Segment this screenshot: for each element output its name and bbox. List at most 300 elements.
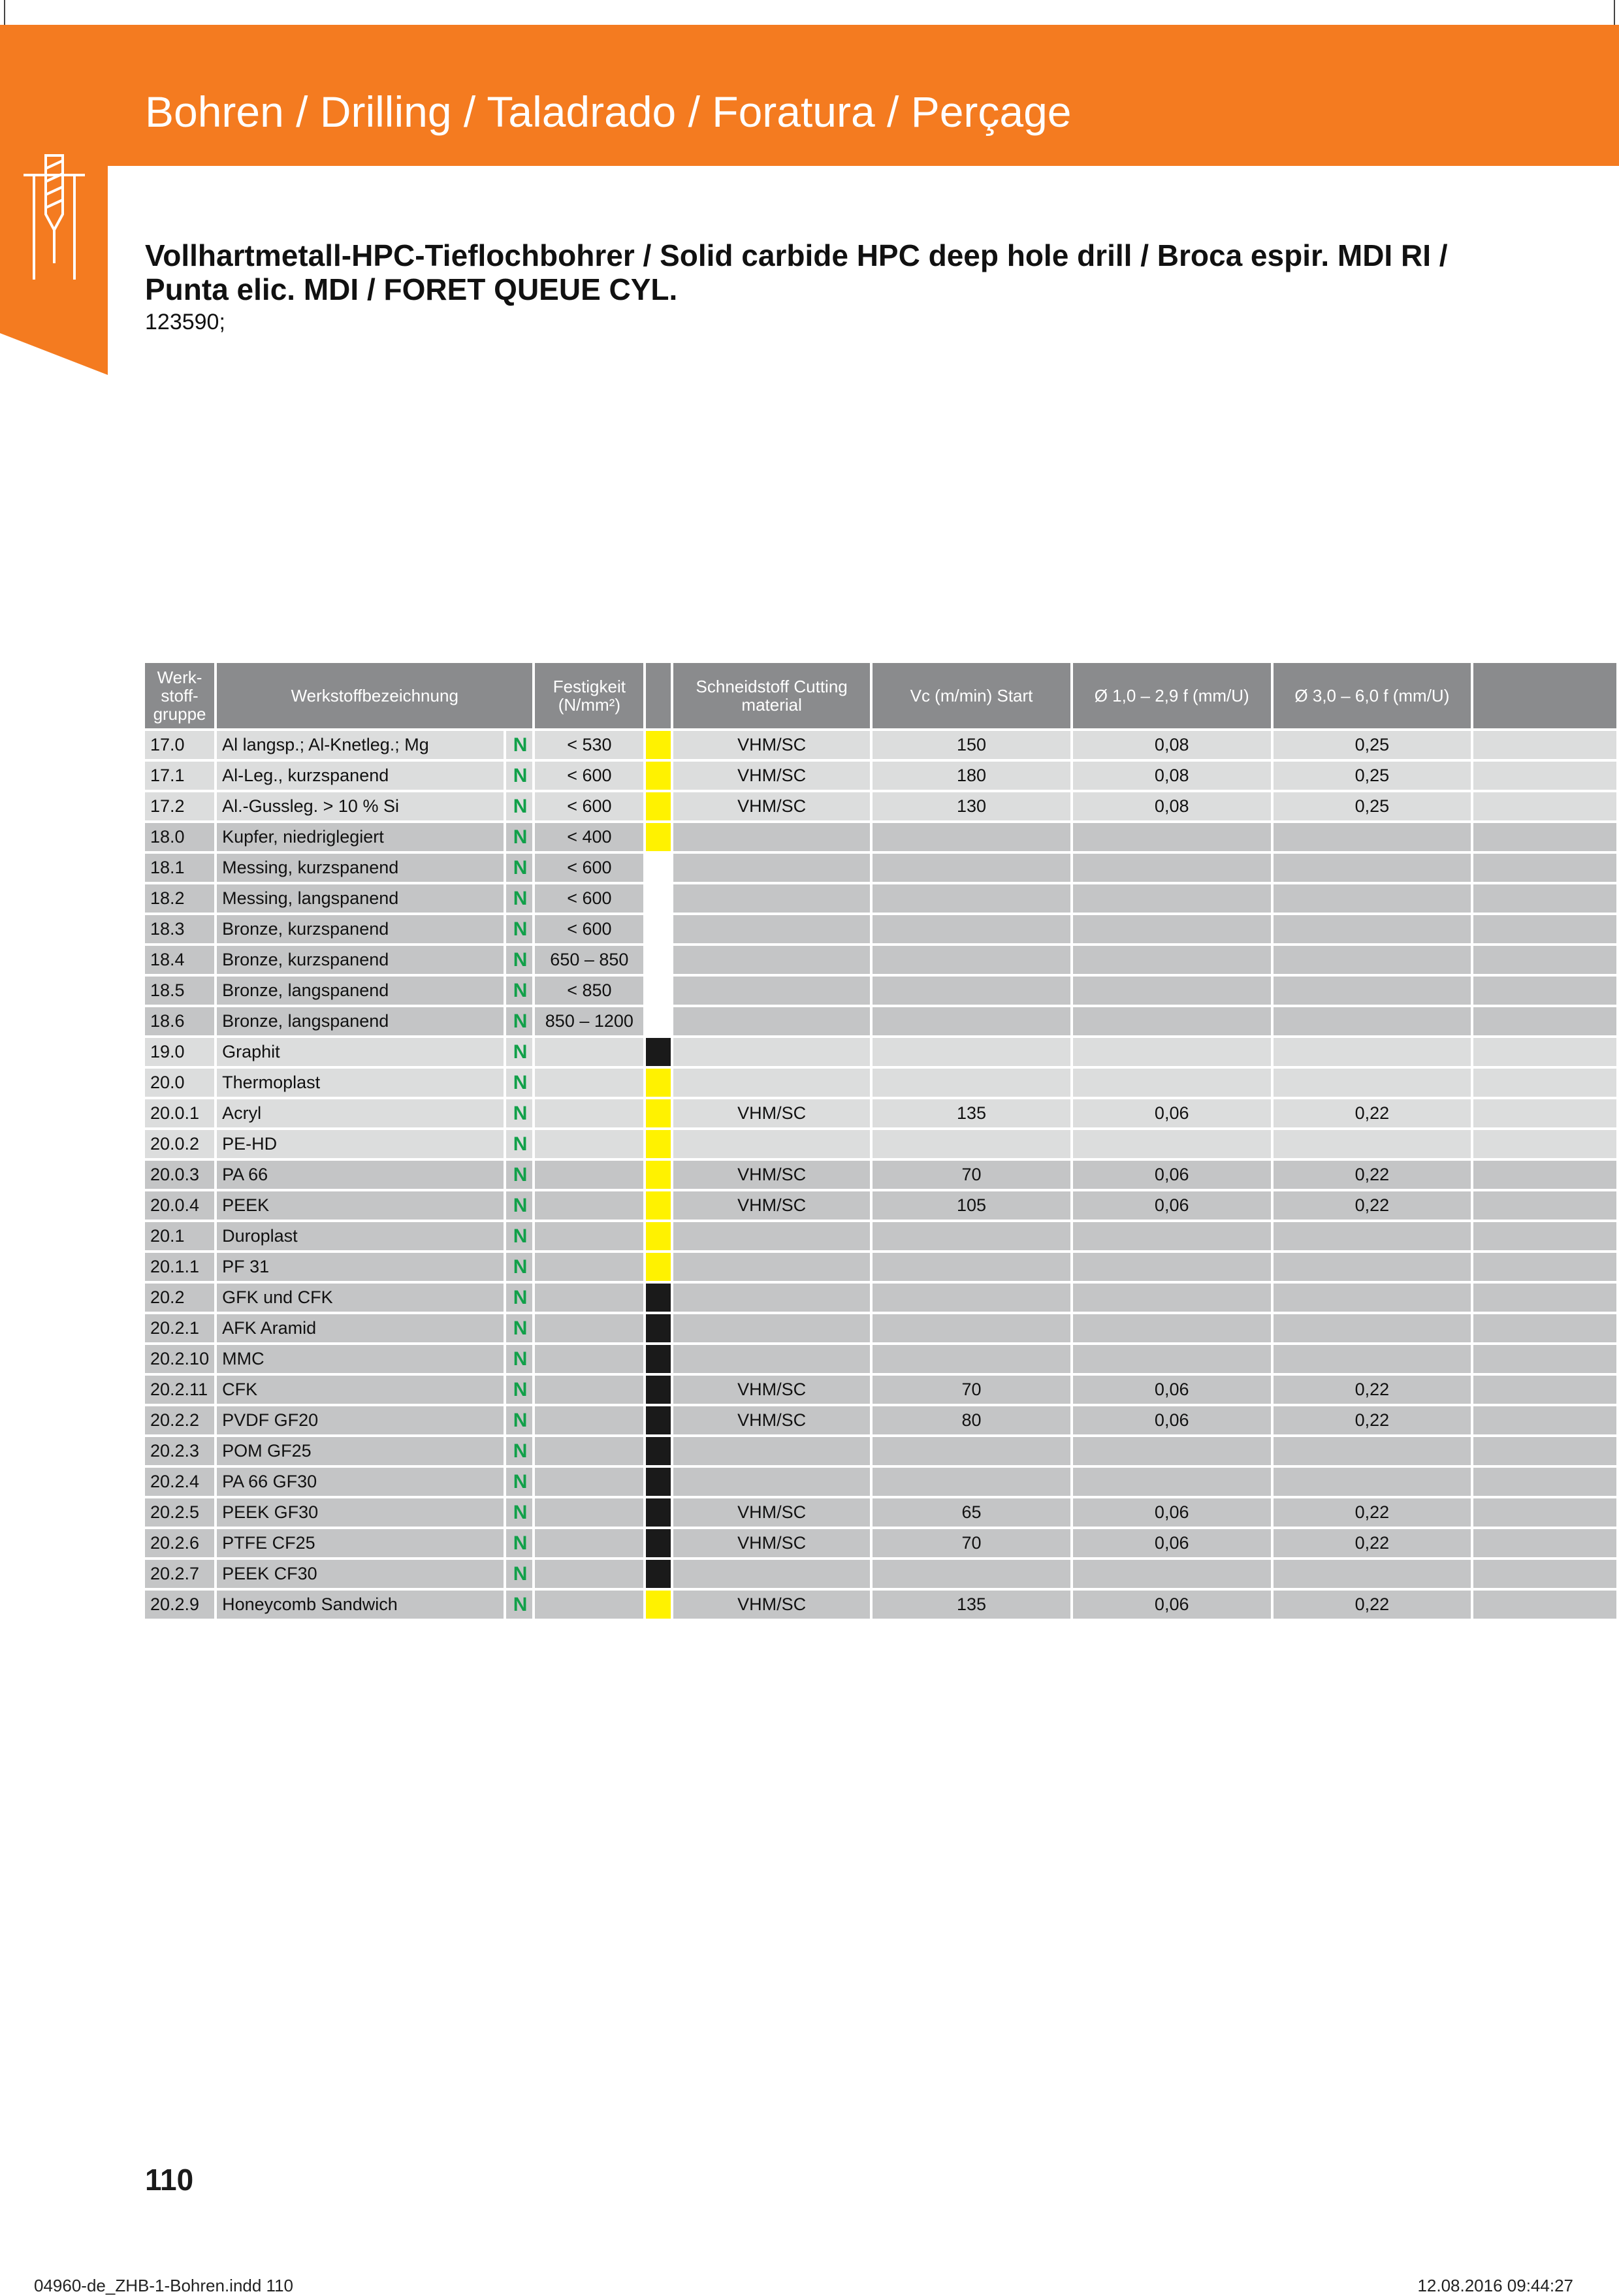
cell-material-class: N	[506, 915, 532, 943]
page-number: 110	[145, 2163, 194, 2197]
material-color-swatch	[646, 1468, 671, 1496]
cell-vc	[873, 1314, 1070, 1342]
cell-strength: < 530	[535, 731, 643, 759]
cell-material: PA 66	[217, 1161, 504, 1189]
header-empty	[1473, 663, 1616, 728]
header-swatch	[646, 663, 671, 728]
cell-feed-d2	[1274, 977, 1471, 1005]
cell-feed-d1	[1073, 1468, 1271, 1496]
cell-feed-d1	[1073, 823, 1271, 851]
cell-feed-d1: 0,06	[1073, 1591, 1271, 1619]
table-row	[145, 1437, 1616, 1465]
cell-material-class: N	[506, 1376, 532, 1404]
table-row	[145, 1191, 1616, 1220]
cell-group: 18.2	[145, 884, 214, 913]
cell-empty	[1473, 731, 1616, 759]
table-row	[145, 1591, 1616, 1619]
cell-material: Kupfer, niedriglegiert	[217, 823, 504, 851]
cell-material-class: N	[506, 1591, 532, 1619]
cell-cutting-material: VHM/SC	[673, 1529, 870, 1557]
cell-group: 20.1.1	[145, 1253, 214, 1281]
cell-swatch	[646, 823, 671, 851]
cell-feed-d2	[1274, 1069, 1471, 1097]
cell-vc	[873, 1560, 1070, 1588]
cell-empty	[1473, 854, 1616, 882]
cell-cutting-material	[673, 1130, 870, 1158]
header-group: Werk-stoff-gruppe	[145, 663, 214, 728]
cell-feed-d1: 0,06	[1073, 1498, 1271, 1527]
cell-vc	[873, 1284, 1070, 1312]
cell-strength	[535, 1284, 643, 1312]
material-color-swatch	[646, 731, 671, 759]
cell-feed-d2	[1274, 1284, 1471, 1312]
cell-group: 20.0.1	[145, 1099, 214, 1127]
cell-group: 17.0	[145, 731, 214, 759]
cell-vc	[873, 1253, 1070, 1281]
cell-swatch	[646, 1130, 671, 1158]
cell-empty	[1473, 823, 1616, 851]
cell-group: 20.2.7	[145, 1560, 214, 1588]
cell-swatch	[646, 946, 671, 974]
cell-vc	[873, 1007, 1070, 1035]
cell-empty	[1473, 1284, 1616, 1312]
cell-feed-d2	[1274, 1314, 1471, 1342]
cell-material-class: N	[506, 946, 532, 974]
cell-vc	[873, 1038, 1070, 1066]
cell-swatch	[646, 977, 671, 1005]
cell-cutting-material	[673, 915, 870, 943]
cell-feed-d1	[1073, 1007, 1271, 1035]
cell-material: PEEK CF30	[217, 1560, 504, 1588]
cell-empty	[1473, 1130, 1616, 1158]
cell-strength: < 400	[535, 823, 643, 851]
cell-vc	[873, 1069, 1070, 1097]
cell-empty	[1473, 1191, 1616, 1220]
cell-vc: 65	[873, 1498, 1070, 1527]
cell-feed-d1: 0,06	[1073, 1376, 1271, 1404]
cell-cutting-material	[673, 1038, 870, 1066]
cell-material: PTFE CF25	[217, 1529, 504, 1557]
cell-feed-d1	[1073, 854, 1271, 882]
cell-material: POM GF25	[217, 1437, 504, 1465]
cell-feed-d1	[1073, 1253, 1271, 1281]
cell-empty	[1473, 1314, 1616, 1342]
cell-group: 18.5	[145, 977, 214, 1005]
material-color-swatch	[646, 1498, 671, 1527]
table-row	[145, 1222, 1616, 1250]
cell-group: 20.2	[145, 1284, 214, 1312]
cell-material: CFK	[217, 1376, 504, 1404]
cell-material: MMC	[217, 1345, 504, 1373]
cell-material-class: N	[506, 1069, 532, 1097]
cell-cutting-material	[673, 884, 870, 913]
cell-cutting-material: VHM/SC	[673, 1498, 870, 1527]
material-color-swatch	[646, 1284, 671, 1312]
cell-material-class: N	[506, 977, 532, 1005]
cell-empty	[1473, 1161, 1616, 1189]
header-d1: Ø 1,0 – 2,9 f (mm/U)	[1073, 663, 1271, 728]
cell-material: Acryl	[217, 1099, 504, 1127]
cell-material-class: N	[506, 1468, 532, 1496]
cell-strength: < 600	[535, 854, 643, 882]
cell-material: Bronze, langspanend	[217, 977, 504, 1005]
cell-material: Bronze, kurzspanend	[217, 915, 504, 943]
cell-feed-d2: 0,22	[1274, 1406, 1471, 1434]
cell-empty	[1473, 977, 1616, 1005]
material-color-swatch	[646, 1406, 671, 1434]
cell-group: 20.2.9	[145, 1591, 214, 1619]
cell-swatch	[646, 1007, 671, 1035]
table-row	[145, 1529, 1616, 1557]
cell-empty	[1473, 1345, 1616, 1373]
cell-swatch	[646, 1468, 671, 1496]
header-material: Werkstoffbezeichnung	[217, 663, 532, 728]
cell-swatch	[646, 1529, 671, 1557]
cell-material: AFK Aramid	[217, 1314, 504, 1342]
cell-feed-d2: 0,22	[1274, 1376, 1471, 1404]
cell-cutting-material: VHM/SC	[673, 1376, 870, 1404]
product-title: Vollhartmetall-HPC-Tieflochbohrer / Solid carbide HPC deep hole drill / Broca espir. MDI RI / Punta elic. MDI / FORET QUEUE CYL.	[145, 238, 1448, 306]
cell-vc: 80	[873, 1406, 1070, 1434]
cell-vc	[873, 915, 1070, 943]
cell-empty	[1473, 1007, 1616, 1035]
cell-empty	[1473, 1591, 1616, 1619]
cell-feed-d2	[1274, 1437, 1471, 1465]
cell-feed-d2	[1274, 1130, 1471, 1158]
cell-group: 18.0	[145, 823, 214, 851]
cell-material: Al-Leg., kurzspanend	[217, 762, 504, 790]
cell-material-class: N	[506, 1314, 532, 1342]
cell-vc	[873, 977, 1070, 1005]
header-cutting: Schneidstoff Cutting material	[673, 663, 870, 728]
cell-cutting-material	[673, 977, 870, 1005]
table-row	[145, 1253, 1616, 1281]
cell-empty	[1473, 1253, 1616, 1281]
cell-swatch	[646, 1437, 671, 1465]
cell-swatch	[646, 1591, 671, 1619]
cell-vc	[873, 854, 1070, 882]
cell-swatch	[646, 1253, 671, 1281]
cell-vc	[873, 1468, 1070, 1496]
table-header-row	[145, 663, 1616, 728]
cell-group: 18.1	[145, 854, 214, 882]
cell-swatch	[646, 762, 671, 790]
cell-material: Messing, langspanend	[217, 884, 504, 913]
cell-material-class: N	[506, 1253, 532, 1281]
cell-material-class: N	[506, 884, 532, 913]
header-d2: Ø 3,0 – 6,0 f (mm/U)	[1274, 663, 1471, 728]
table-row	[145, 1314, 1616, 1342]
cell-material-class: N	[506, 1406, 532, 1434]
cell-empty	[1473, 1468, 1616, 1496]
cell-cutting-material	[673, 1437, 870, 1465]
cell-cutting-material: VHM/SC	[673, 792, 870, 820]
cell-feed-d2	[1274, 854, 1471, 882]
cell-strength	[535, 1069, 643, 1097]
cell-material: PEEK GF30	[217, 1498, 504, 1527]
cell-swatch	[646, 1345, 671, 1373]
cell-empty	[1473, 762, 1616, 790]
cell-material-class: N	[506, 1498, 532, 1527]
cell-strength	[535, 1099, 643, 1127]
cell-vc	[873, 1130, 1070, 1158]
material-color-swatch	[646, 1099, 671, 1127]
cell-cutting-material	[673, 1284, 870, 1312]
cell-cutting-material	[673, 1069, 870, 1097]
material-color-swatch	[646, 915, 671, 943]
material-color-swatch	[646, 762, 671, 790]
cell-material: Bronze, langspanend	[217, 1007, 504, 1035]
section-title: Bohren / Drilling / Taladrado / Foratura / Perçage	[145, 88, 1072, 136]
cell-material: Bronze, kurzspanend	[217, 946, 504, 974]
cell-material-class: N	[506, 731, 532, 759]
cell-strength: < 600	[535, 762, 643, 790]
cell-feed-d1	[1073, 1437, 1271, 1465]
cell-feed-d2: 0,22	[1274, 1161, 1471, 1189]
material-color-swatch	[646, 1345, 671, 1373]
cell-strength: < 850	[535, 977, 643, 1005]
cell-cutting-material	[673, 1222, 870, 1250]
cell-empty	[1473, 1376, 1616, 1404]
cell-material-class: N	[506, 792, 532, 820]
cell-feed-d1	[1073, 1130, 1271, 1158]
cell-empty	[1473, 1437, 1616, 1465]
cell-material-class: N	[506, 823, 532, 851]
table-row	[145, 792, 1616, 820]
cell-strength	[535, 1345, 643, 1373]
table-row	[145, 1468, 1616, 1496]
cell-swatch	[646, 731, 671, 759]
table-row	[145, 823, 1616, 851]
cell-cutting-material: VHM/SC	[673, 1406, 870, 1434]
cell-vc: 180	[873, 762, 1070, 790]
cell-material-class: N	[506, 1038, 532, 1066]
table-row	[145, 1038, 1616, 1066]
cell-vc: 135	[873, 1099, 1070, 1127]
cell-strength	[535, 1222, 643, 1250]
cell-material-class: N	[506, 1130, 532, 1158]
cell-strength	[535, 1529, 643, 1557]
cell-group: 20.0	[145, 1069, 214, 1097]
cell-feed-d1	[1073, 884, 1271, 913]
cell-vc: 70	[873, 1376, 1070, 1404]
material-color-swatch	[646, 1161, 671, 1189]
cell-feed-d1: 0,06	[1073, 1161, 1271, 1189]
cell-cutting-material	[673, 1468, 870, 1496]
table-row	[145, 884, 1616, 913]
cell-vc	[873, 1345, 1070, 1373]
table-row	[145, 1345, 1616, 1373]
table-row	[145, 854, 1616, 882]
cell-cutting-material	[673, 946, 870, 974]
cell-cutting-material	[673, 823, 870, 851]
cell-feed-d2: 0,22	[1274, 1591, 1471, 1619]
cell-feed-d2	[1274, 1345, 1471, 1373]
cell-feed-d1: 0,08	[1073, 762, 1271, 790]
material-color-swatch	[646, 1069, 671, 1097]
cell-group: 20.2.3	[145, 1437, 214, 1465]
cell-vc	[873, 1437, 1070, 1465]
cell-material-class: N	[506, 762, 532, 790]
cell-material: Messing, kurzspanend	[217, 854, 504, 882]
cell-group: 18.4	[145, 946, 214, 974]
cell-swatch	[646, 1498, 671, 1527]
cell-feed-d2	[1274, 1007, 1471, 1035]
cell-feed-d1: 0,06	[1073, 1406, 1271, 1434]
table-row	[145, 1498, 1616, 1527]
material-color-swatch	[646, 1314, 671, 1342]
cell-strength: < 600	[535, 792, 643, 820]
cell-group: 20.2.10	[145, 1345, 214, 1373]
material-color-swatch	[646, 1038, 671, 1066]
cell-feed-d2: 0,25	[1274, 792, 1471, 820]
cell-vc: 135	[873, 1591, 1070, 1619]
cell-feed-d2	[1274, 1253, 1471, 1281]
cell-group: 20.0.2	[145, 1130, 214, 1158]
cell-material-class: N	[506, 1161, 532, 1189]
cell-feed-d1	[1073, 1038, 1271, 1066]
material-color-swatch	[646, 1007, 671, 1035]
cell-cutting-material: VHM/SC	[673, 1191, 870, 1220]
cell-cutting-material	[673, 1560, 870, 1588]
cell-feed-d1	[1073, 946, 1271, 974]
cell-group: 20.1	[145, 1222, 214, 1250]
cell-material-class: N	[506, 1099, 532, 1127]
table-row	[145, 1284, 1616, 1312]
table-row	[145, 1161, 1616, 1189]
cell-material: GFK und CFK	[217, 1284, 504, 1312]
cell-material: Duroplast	[217, 1222, 504, 1250]
cell-feed-d1: 0,06	[1073, 1191, 1271, 1220]
cell-strength	[535, 1191, 643, 1220]
cell-feed-d2	[1274, 884, 1471, 913]
cell-group: 17.1	[145, 762, 214, 790]
cell-feed-d1	[1073, 1284, 1271, 1312]
cell-empty	[1473, 946, 1616, 974]
cell-strength: 850 – 1200	[535, 1007, 643, 1035]
cell-material: Honeycomb Sandwich	[217, 1591, 504, 1619]
cell-strength	[535, 1406, 643, 1434]
table-row	[145, 1099, 1616, 1127]
table-row	[145, 977, 1616, 1005]
cell-empty	[1473, 1222, 1616, 1250]
cell-material: PEEK	[217, 1191, 504, 1220]
cell-material-class: N	[506, 1222, 532, 1250]
cell-swatch	[646, 915, 671, 943]
material-color-swatch	[646, 884, 671, 913]
material-color-swatch	[646, 977, 671, 1005]
cell-material: PF 31	[217, 1253, 504, 1281]
cell-swatch	[646, 1314, 671, 1342]
cell-group: 20.2.2	[145, 1406, 214, 1434]
cell-feed-d2: 0,22	[1274, 1099, 1471, 1127]
cell-vc: 150	[873, 731, 1070, 759]
cell-cutting-material: VHM/SC	[673, 762, 870, 790]
cell-vc	[873, 946, 1070, 974]
cell-feed-d1	[1073, 1069, 1271, 1097]
cell-strength	[535, 1376, 643, 1404]
cell-feed-d1	[1073, 1222, 1271, 1250]
cell-group: 20.2.6	[145, 1529, 214, 1557]
cell-material-class: N	[506, 1560, 532, 1588]
cell-feed-d2	[1274, 1222, 1471, 1250]
cell-feed-d1	[1073, 977, 1271, 1005]
cell-cutting-material: VHM/SC	[673, 1591, 870, 1619]
cell-vc	[873, 1222, 1070, 1250]
cell-swatch	[646, 1161, 671, 1189]
table-row	[145, 731, 1616, 759]
header-strength: Festigkeit (N/mm²)	[535, 663, 643, 728]
cell-swatch	[646, 1376, 671, 1404]
material-color-swatch	[646, 792, 671, 820]
cell-strength	[535, 1437, 643, 1465]
table-row	[145, 1007, 1616, 1035]
cell-empty	[1473, 1406, 1616, 1434]
cell-vc: 130	[873, 792, 1070, 820]
header-vc: Vc (m/min) Start	[873, 663, 1070, 728]
cell-swatch	[646, 792, 671, 820]
cell-strength	[535, 1468, 643, 1496]
material-color-swatch	[646, 1529, 671, 1557]
cell-material: PE-HD	[217, 1130, 504, 1158]
cell-empty	[1473, 1498, 1616, 1527]
cell-group: 20.2.1	[145, 1314, 214, 1342]
cell-feed-d1	[1073, 1314, 1271, 1342]
cell-empty	[1473, 884, 1616, 913]
cell-cutting-material: VHM/SC	[673, 1099, 870, 1127]
cell-swatch	[646, 854, 671, 882]
cell-cutting-material	[673, 854, 870, 882]
table-row	[145, 1406, 1616, 1434]
cell-empty	[1473, 915, 1616, 943]
cell-feed-d2	[1274, 946, 1471, 974]
cell-cutting-material	[673, 1007, 870, 1035]
cell-feed-d1	[1073, 915, 1271, 943]
cell-feed-d1: 0,08	[1073, 731, 1271, 759]
cell-strength	[535, 1161, 643, 1189]
cell-feed-d2: 0,25	[1274, 731, 1471, 759]
cell-material-class: N	[506, 1345, 532, 1373]
cell-strength	[535, 1314, 643, 1342]
cell-swatch	[646, 1560, 671, 1588]
cell-strength	[535, 1560, 643, 1588]
material-color-swatch	[646, 1560, 671, 1588]
cell-feed-d2	[1274, 1560, 1471, 1588]
material-color-swatch	[646, 1437, 671, 1465]
cell-cutting-material	[673, 1345, 870, 1373]
cell-group: 20.0.3	[145, 1161, 214, 1189]
cell-cutting-material	[673, 1314, 870, 1342]
cell-group: 20.2.4	[145, 1468, 214, 1496]
cell-vc: 105	[873, 1191, 1070, 1220]
cell-group: 18.6	[145, 1007, 214, 1035]
table-row	[145, 1069, 1616, 1097]
table-row	[145, 762, 1616, 790]
cell-swatch	[646, 884, 671, 913]
cell-feed-d2	[1274, 915, 1471, 943]
cell-swatch	[646, 1099, 671, 1127]
cell-strength	[535, 1253, 643, 1281]
footer-timestamp: 12.08.2016 09:44:27	[1417, 2276, 1573, 2295]
drill-icon	[18, 149, 90, 280]
material-color-swatch	[646, 1222, 671, 1250]
cell-group: 20.2.5	[145, 1498, 214, 1527]
material-color-swatch	[646, 1591, 671, 1619]
cell-feed-d2	[1274, 1038, 1471, 1066]
cell-feed-d2: 0,25	[1274, 762, 1471, 790]
table-row	[145, 915, 1616, 943]
cell-group: 18.3	[145, 915, 214, 943]
